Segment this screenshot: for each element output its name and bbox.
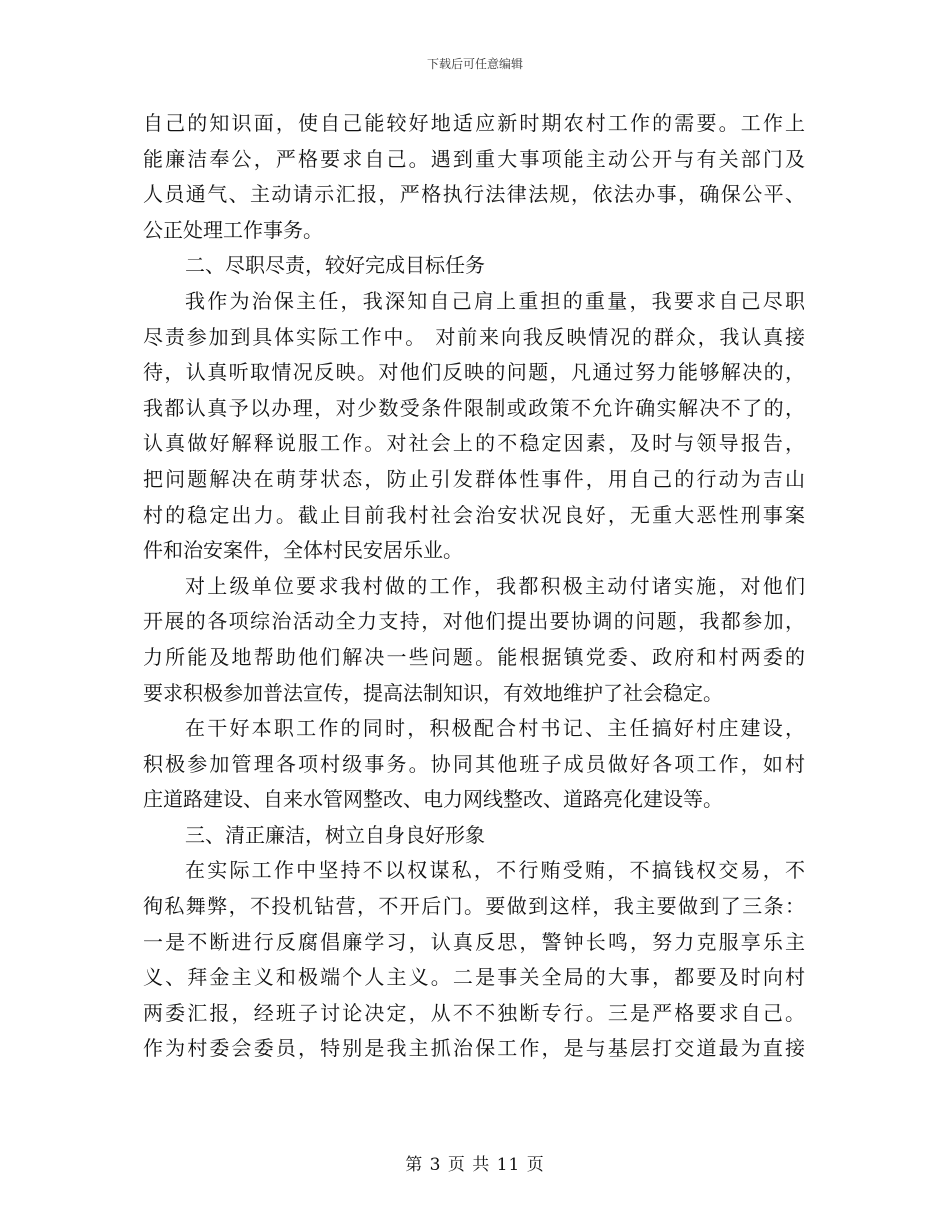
text-line: 对上级单位要求我村做的工作，我都积极主动付诸实施，对他们	[185, 573, 805, 598]
text-line: 义、拜金主义和极端个人主义。二是事关全局的大事，都要及时向村	[143, 965, 805, 990]
text-line: 徇私舞弊，不投机钻营，不开后门。要做到这样，我主要做到了三条：	[143, 894, 805, 919]
page-header: 下载后可任意编辑	[426, 57, 523, 71]
text-line: 开展的各项综治活动全力支持，对他们提出要协调的问题，我都参加，	[143, 609, 805, 634]
text-line: 村的稳定出力。截止目前我村社会治安状况良好，无重大恶性刑事案	[143, 502, 805, 527]
text-line: 三、清正廉洁，树立自身良好形象	[185, 822, 485, 847]
text-line: 在干好本职工作的同时，积极配合村书记、主任搞好村庄建设，	[185, 716, 805, 741]
text-line: 积极参加管理各项村级事务。协同其他班子成员做好各项工作，如村	[143, 751, 805, 776]
text-line: 自己的知识面，使自己能较好地适应新时期农村工作的需要。工作上	[143, 111, 805, 135]
text-line: 能廉洁奉公，严格要求自己。遇到重大事项能主动公开与有关部门及	[143, 146, 805, 171]
text-line: 作为村委会委员，特别是我主抓治保工作，是与基层打交道最为直接	[143, 1036, 805, 1061]
text-line: 认真做好解释说服工作。对社会上的不稳定因素，及时与领导报告，	[143, 431, 805, 456]
document-body	[143, 106, 805, 1067]
text-line: 公正处理工作事务。	[143, 217, 323, 242]
text-line: 我都认真予以办理，对少数受条件限制或政策不允许确实解决不了的，	[143, 395, 805, 420]
text-line: 人员通气、主动请示汇报，严格执行法律法规，依法办事，确保公平、	[143, 182, 805, 207]
text-line: 要求积极参加普法宣传，提高法制知识，有效地维护了社会稳定。	[143, 680, 723, 705]
text-line: 一是不断进行反腐倡廉学习，认真反思，警钟长鸣，努力克服享乐主	[143, 929, 805, 954]
text-line: 两委汇报，经班子讨论决定，从不不独断专行。三是严格要求自己。	[143, 1000, 805, 1025]
text-line: 力所能及地帮助他们解决一些问题。能根据镇党委、政府和村两委的	[143, 644, 805, 669]
text-line: 件和治安案件，全体村民安居乐业。	[143, 538, 463, 563]
text-line: 庄道路建设、自来水管网整改、电力网线整改、道路亮化建设等。	[143, 787, 723, 812]
text-line: 待，认真听取情况反映。对他们反映的问题，凡通过努力能够解决的，	[143, 360, 805, 385]
page-footer: 第 3 页 共 11 页	[405, 1155, 545, 1175]
text-line: 在实际工作中坚持不以权谋私，不行贿受贿，不搞钱权交易，不	[185, 858, 805, 883]
text-line: 尽责参加到具体实际工作中。 对前来向我反映情况的群众，我认真接	[143, 324, 805, 349]
text-line: 我作为治保主任，我深知自己肩上重担的重量，我要求自己尽职	[185, 288, 805, 313]
text-line: 二、尽职尽责，较好完成目标任务	[185, 253, 485, 278]
text-line: 把问题解决在萌芽状态，防止引发群体性事件，用自己的行动为吉山	[143, 466, 805, 491]
